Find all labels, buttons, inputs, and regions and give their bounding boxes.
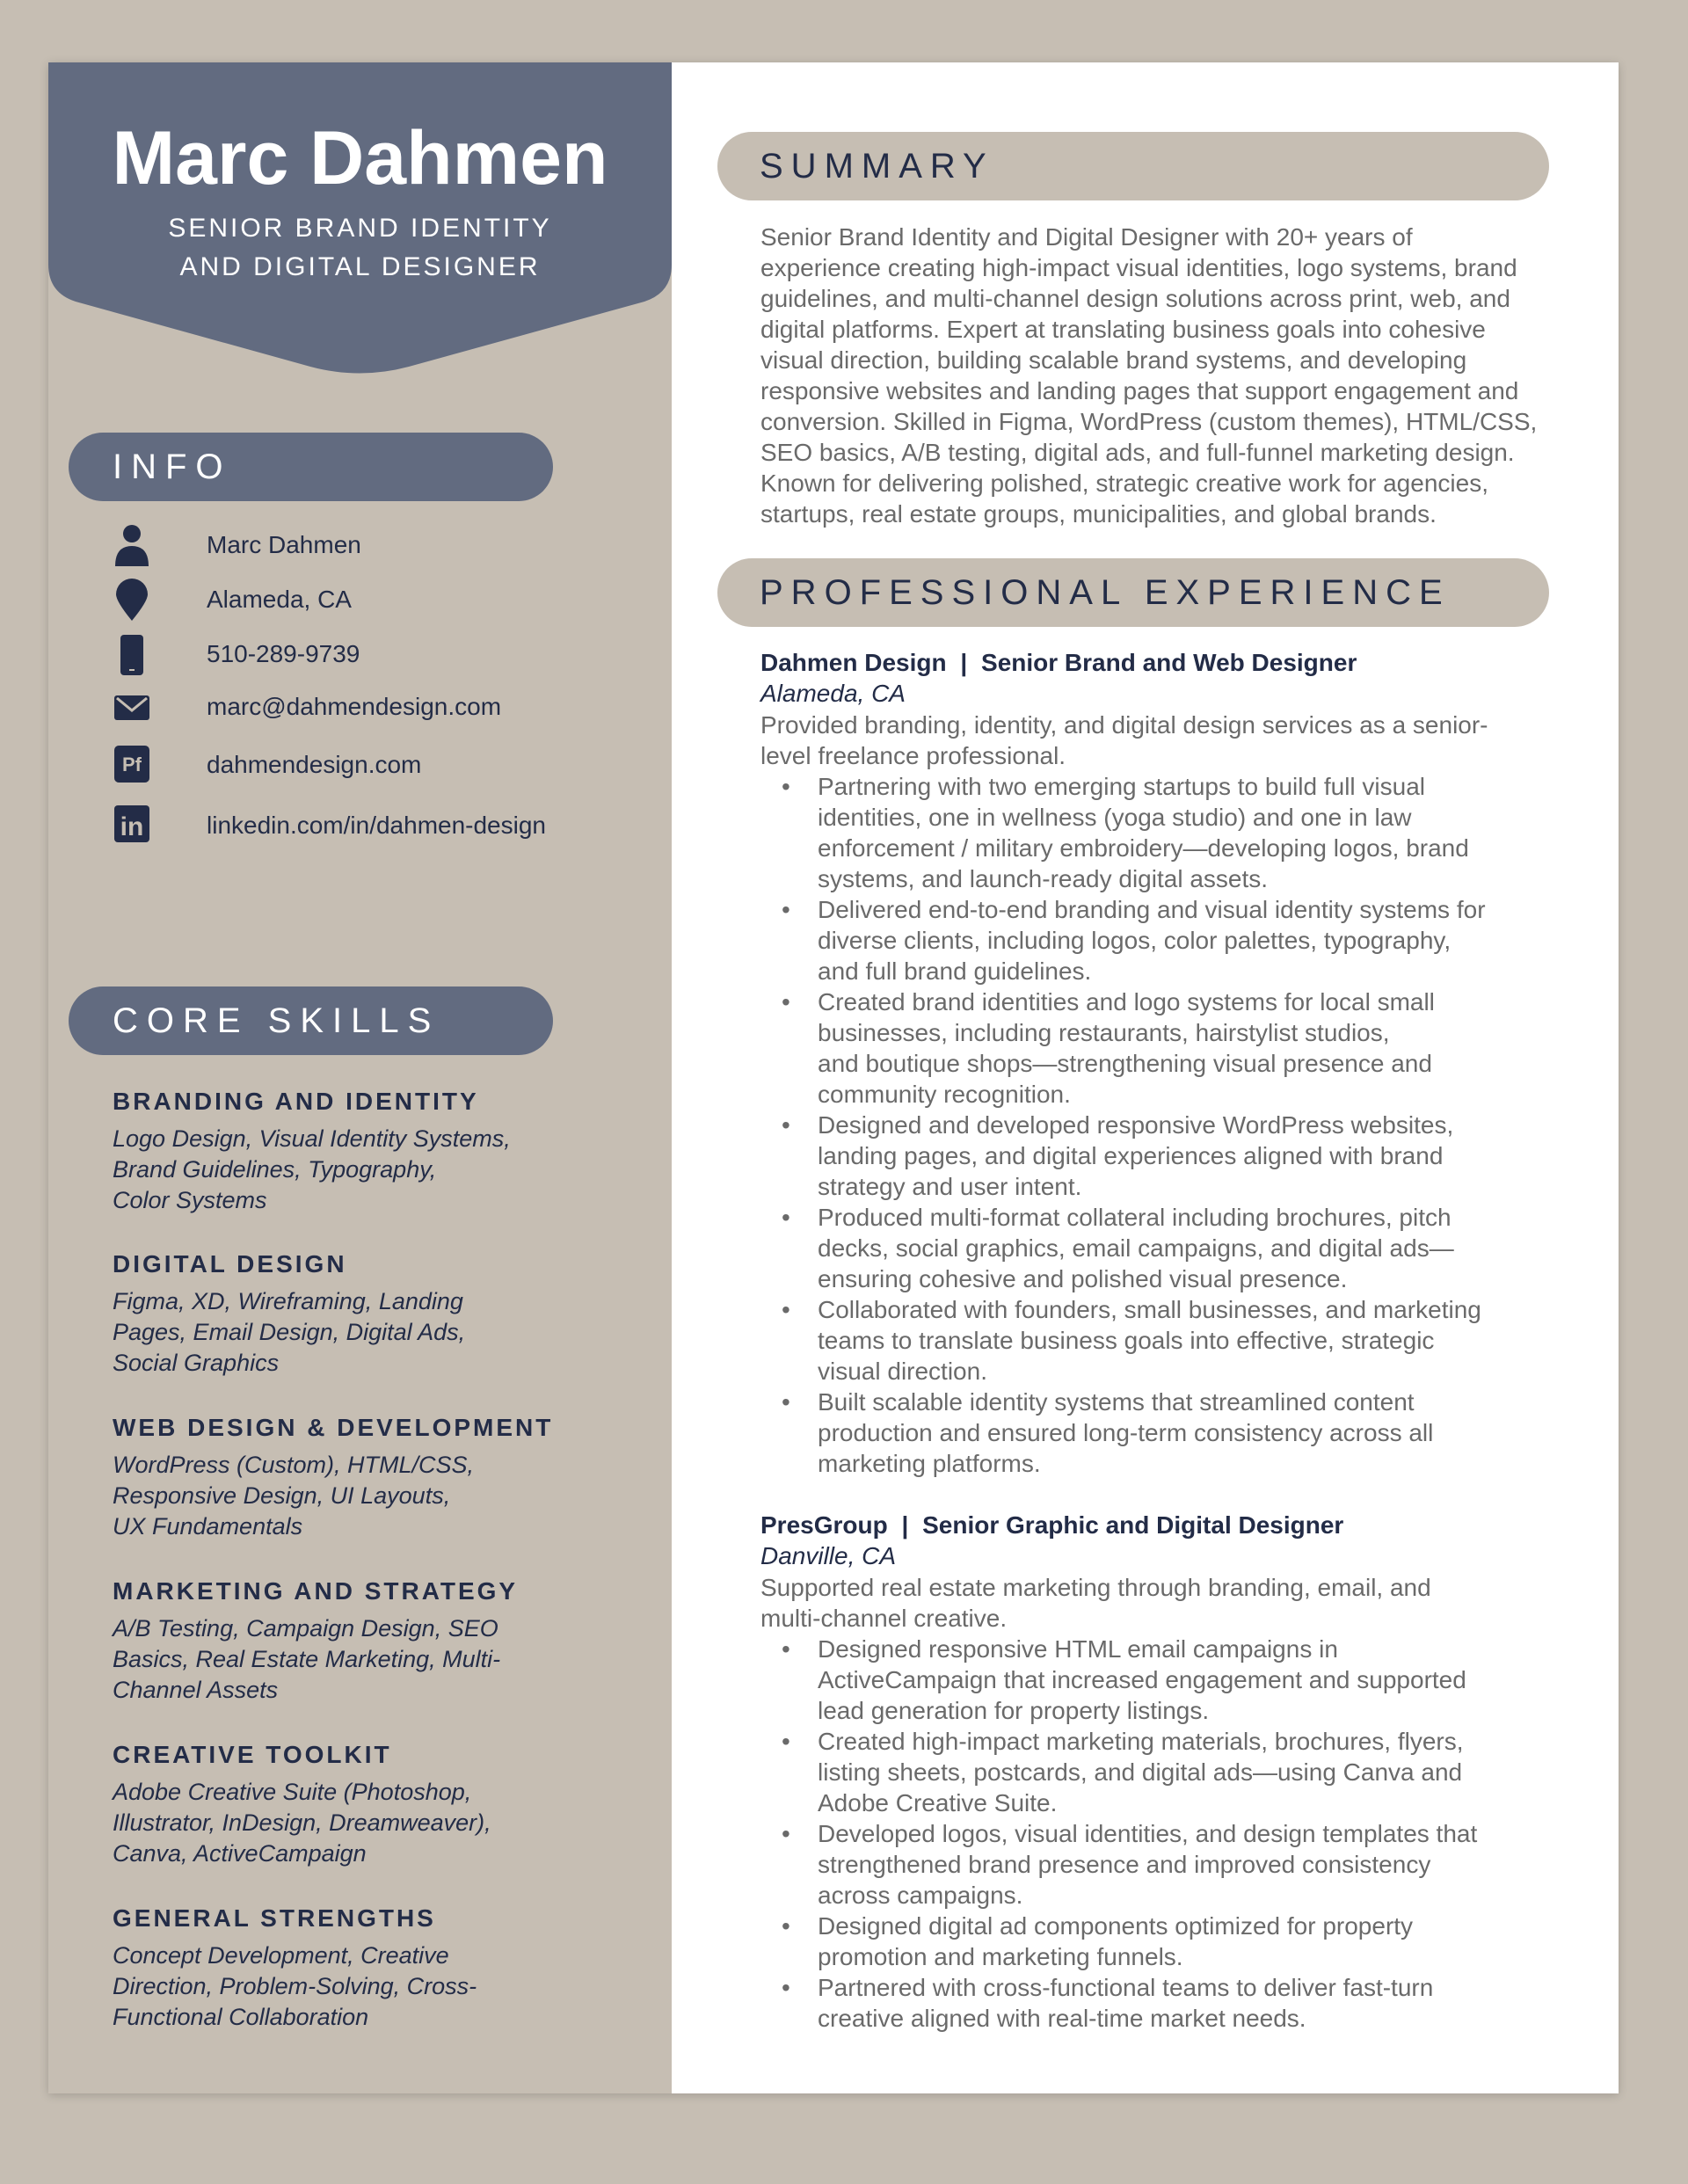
job-role: Senior Graphic and Digital Designer xyxy=(922,1511,1344,1539)
skill-group-title: WEB DESIGN & DEVELOPMENT xyxy=(113,1414,554,1441)
bullet-line: Adobe Creative Suite. xyxy=(818,1789,1058,1816)
linkedin-icon-text: in xyxy=(120,812,144,841)
phone-icon xyxy=(113,633,151,677)
intro-line: Supported real estate marketing through branding, email, and xyxy=(760,1574,1431,1601)
header-banner xyxy=(48,62,672,374)
skill-group-items xyxy=(113,1450,587,1542)
summary-line: responsive websites and landing pages that support engagement and xyxy=(760,377,1519,404)
job-title-line-1: SENIOR BRAND IDENTITY xyxy=(168,214,552,243)
bullet-line: creative aligned with real-time market needs. xyxy=(818,2005,1306,2032)
summary-line: digital platforms. Expert at translating business goals into cohesive xyxy=(760,316,1486,343)
bullet-line: ensuring cohesive and polished visual presence. xyxy=(818,1265,1348,1292)
skill-line: Concept Development, Creative xyxy=(113,1942,449,1969)
bullet-line: Partnering with two emerging startups to build full visual xyxy=(818,773,1426,800)
bullet-line: diverse clients, including logos, color palettes, typography, xyxy=(818,927,1452,954)
info-text: Alameda, CA xyxy=(207,586,352,613)
bullet-line: marketing platforms. xyxy=(818,1450,1041,1477)
skill-group-title: GENERAL STRENGTHS xyxy=(113,1904,436,1932)
linkedin-icon xyxy=(113,803,151,847)
job-intro xyxy=(760,1572,1569,1634)
skill-group-items xyxy=(113,1286,587,1379)
core-skills-heading: CORE SKILLS xyxy=(69,986,553,1055)
bullet-line: Designed responsive HTML email campaigns in xyxy=(818,1635,1338,1663)
summary-line: Senior Brand Identity and Digital Designer with 20+ years of xyxy=(760,223,1413,251)
skill-line: Adobe Creative Suite (Photoshop, xyxy=(113,1779,472,1805)
skill-line: A/B Testing, Campaign Design, SEO xyxy=(113,1615,498,1642)
summary-line: experience creating high-impact visual identities, logo systems, brand xyxy=(760,254,1517,281)
list-item: • Designed and developed responsive WordPress websites, landing pages, and digital experiences aligned with brand strategy and user intent. xyxy=(760,1110,1552,1202)
bullet-line: lead generation for property listings. xyxy=(818,1697,1210,1724)
title-separator: | xyxy=(960,649,968,676)
bullet-line: across campaigns. xyxy=(818,1882,1023,1909)
bullet-line: Collaborated with founders, small businesses, and marketing xyxy=(818,1296,1481,1323)
bullet-line: teams to translate business goals into effective, strategic xyxy=(818,1327,1435,1354)
skill-group-items xyxy=(113,1124,587,1216)
portfolio-icon-text: Pf xyxy=(122,753,142,775)
bullet-line: Developed logos, visual identities, and design templates that xyxy=(818,1820,1478,1847)
skill-line: WordPress (Custom), HTML/CSS, xyxy=(113,1452,475,1478)
bullet-line: Delivered end-to-end branding and visual identity systems for xyxy=(818,896,1486,923)
bullet-line: community recognition. xyxy=(818,1081,1071,1108)
list-item: • Built scalable identity systems that streamlined content production and ensured long-term consistency across all marketing platforms. xyxy=(760,1387,1552,1479)
skill-line: Channel Assets xyxy=(113,1677,279,1703)
list-item: • Developed logos, visual identities, and design templates that strengthened brand presence and improved consistency across campaigns. xyxy=(760,1818,1552,1911)
skill-line: Canva, ActiveCampaign xyxy=(113,1840,367,1867)
summary-line: Known for delivering polished, strategic creative work for agencies, xyxy=(760,470,1488,497)
summary-line: startups, real estate groups, municipalities, and global brands. xyxy=(760,500,1437,528)
intro-line: level freelance professional. xyxy=(760,742,1066,769)
skill-line: Responsive Design, UI Layouts, xyxy=(113,1482,451,1509)
bullet-line: listing sheets, postcards, and digital ads—using Canva and xyxy=(818,1758,1463,1786)
list-item: • Created high-impact marketing materials, brochures, flyers, listing sheets, postcards, and digital ads—using Canva and Adobe Creative Suite. xyxy=(760,1726,1552,1818)
job-bullets xyxy=(760,771,1552,1479)
intro-line: Provided branding, identity, and digital design services as a senior- xyxy=(760,711,1488,739)
experience-heading: PROFESSIONAL EXPERIENCE xyxy=(717,558,1549,627)
list-item: • Produced multi-format collateral including brochures, pitch decks, social graphics, email campaigns, and digital ads— ensuring cohesive and polished visual presence. xyxy=(760,1202,1552,1294)
bullet-line: promotion and marketing funnels. xyxy=(818,1943,1183,1970)
info-text: Marc Dahmen xyxy=(207,531,361,558)
bullet-line: Partnered with cross-functional teams to deliver fast-turn xyxy=(818,1974,1434,2001)
bullet-line: Produced multi-format collateral including brochures, pitch xyxy=(818,1204,1452,1231)
portfolio-icon xyxy=(113,743,151,787)
list-item: • Partnered with cross-functional teams to deliver fast-turn creative aligned with real-time market needs. xyxy=(760,1972,1552,2034)
skill-line: Social Graphics xyxy=(113,1350,280,1376)
skill-group-items xyxy=(113,1940,587,2033)
summary-line: visual direction, building scalable brand systems, and developing xyxy=(760,346,1467,374)
list-item: • Delivered end-to-end branding and visual identity systems for diverse clients, including logos, color palettes, typography, and full brand guidelines. xyxy=(760,894,1552,986)
job-location: Alameda, CA xyxy=(760,680,906,707)
bullet-line: production and ensured long-term consistency across all xyxy=(818,1419,1434,1446)
skill-line: Brand Guidelines, Typography, xyxy=(113,1156,437,1183)
bullet-line: strategy and user intent. xyxy=(818,1173,1082,1200)
info-text: 510-289-9739 xyxy=(207,640,360,667)
bullet-line: strengthened brand presence and improved consistency xyxy=(818,1851,1431,1878)
skill-line: Illustrator, InDesign, Dreamweaver), xyxy=(113,1809,491,1836)
bullet-line: decks, social graphics, email campaigns, and digital ads— xyxy=(818,1234,1454,1262)
intro-line: multi-channel creative. xyxy=(760,1605,1008,1632)
list-item: • Created brand identities and logo systems for local small businesses, including restaurants, hairstylist studios, and boutique shops—strengthening visual presence and community recognition. xyxy=(760,986,1552,1110)
email-icon xyxy=(113,686,151,730)
skill-group-title: DIGITAL DESIGN xyxy=(113,1250,347,1278)
job-role: Senior Brand and Web Designer xyxy=(981,649,1357,676)
bullet-line: landing pages, and digital experiences aligned with brand xyxy=(818,1142,1444,1169)
bullet-line: identities, one in wellness (yoga studio) and one in law xyxy=(818,804,1412,831)
job-intro xyxy=(760,710,1569,771)
skill-line: Direction, Problem-Solving, Cross- xyxy=(113,1973,477,1999)
company-name: PresGroup xyxy=(760,1511,888,1539)
list-item: • Designed digital ad components optimized for property promotion and marketing funnels. xyxy=(760,1911,1552,1972)
bullet-line: visual direction. xyxy=(818,1358,987,1385)
skill-line: Functional Collaboration xyxy=(113,2004,369,2030)
summary-line: conversion. Skilled in Figma, WordPress (custom themes), HTML/CSS, xyxy=(760,408,1538,435)
bullet-line: Created high-impact marketing materials, brochures, flyers, xyxy=(818,1728,1464,1755)
skill-line: UX Fundamentals xyxy=(113,1513,303,1540)
skill-line: Color Systems xyxy=(113,1187,267,1213)
summary-line: guidelines, and multi-channel design solutions across print, web, and xyxy=(760,285,1510,312)
location-pin-icon xyxy=(113,579,151,622)
bullet-line: ActiveCampaign that increased engagement and supported xyxy=(818,1666,1466,1693)
list-item: • Partnering with two emerging startups to build full visual identities, one in wellness (yoga studio) and one in law enforcement / military embroidery—developing logos, brand systems, and launch-ready digital assets. xyxy=(760,771,1552,894)
bullet-line: systems, and launch-ready digital assets. xyxy=(818,865,1269,892)
bullet-line: enforcement / military embroidery—developing logos, brand xyxy=(818,834,1469,862)
bullet-line: Designed and developed responsive WordPress websites, xyxy=(818,1111,1454,1139)
summary-text xyxy=(760,222,1569,529)
info-heading: INFO xyxy=(69,433,553,501)
info-text: linkedin.com/in/dahmen-design xyxy=(207,812,546,839)
list-item: • Designed responsive HTML email campaigns in ActiveCampaign that increased engagement and supported lead generation for property listings. xyxy=(760,1634,1552,1726)
bullet-line: Created brand identities and logo systems for local small xyxy=(818,988,1435,1016)
skill-group-title: BRANDING AND IDENTITY xyxy=(113,1088,479,1115)
skill-group-title: MARKETING AND STRATEGY xyxy=(113,1577,519,1605)
company-name: Dahmen Design xyxy=(760,649,947,676)
skill-group-items xyxy=(113,1613,587,1706)
skill-line: Figma, XD, Wireframing, Landing xyxy=(113,1288,463,1314)
job-location: Danville, CA xyxy=(760,1542,897,1569)
title-separator: | xyxy=(901,1511,909,1539)
bullet-line: businesses, including restaurants, hairstylist studios, xyxy=(818,1019,1390,1046)
skill-group-items xyxy=(113,1777,587,1869)
candidate-name: Marc Dahmen xyxy=(112,116,608,200)
bullet-line: and full brand guidelines. xyxy=(818,957,1092,985)
bullet-line: Designed digital ad components optimized for property xyxy=(818,1912,1414,1940)
summary-line: SEO basics, A/B testing, digital ads, and full-funnel marketing design. xyxy=(760,439,1515,466)
info-text: dahmendesign.com xyxy=(207,751,422,778)
job-title-row xyxy=(760,649,1357,677)
bullet-line: Built scalable identity systems that streamlined content xyxy=(818,1388,1415,1416)
skill-line: Pages, Email Design, Digital Ads, xyxy=(113,1319,466,1345)
skill-group-title: CREATIVE TOOLKIT xyxy=(113,1741,392,1768)
job-title-line-2: AND DIGITAL DESIGNER xyxy=(179,252,541,281)
bullet-line: and boutique shops—strengthening visual presence and xyxy=(818,1050,1432,1077)
person-icon xyxy=(113,524,151,568)
skill-line: Logo Design, Visual Identity Systems, xyxy=(113,1125,511,1152)
skill-line: Basics, Real Estate Marketing, Multi- xyxy=(113,1646,501,1672)
summary-heading: SUMMARY xyxy=(717,132,1549,200)
list-item: • Collaborated with founders, small businesses, and marketing teams to translate business goals into effective, strategic visual direction. xyxy=(760,1294,1552,1387)
info-text: marc@dahmendesign.com xyxy=(207,693,502,720)
job-title-row xyxy=(760,1511,1343,1540)
job-bullets xyxy=(760,1634,1552,2034)
